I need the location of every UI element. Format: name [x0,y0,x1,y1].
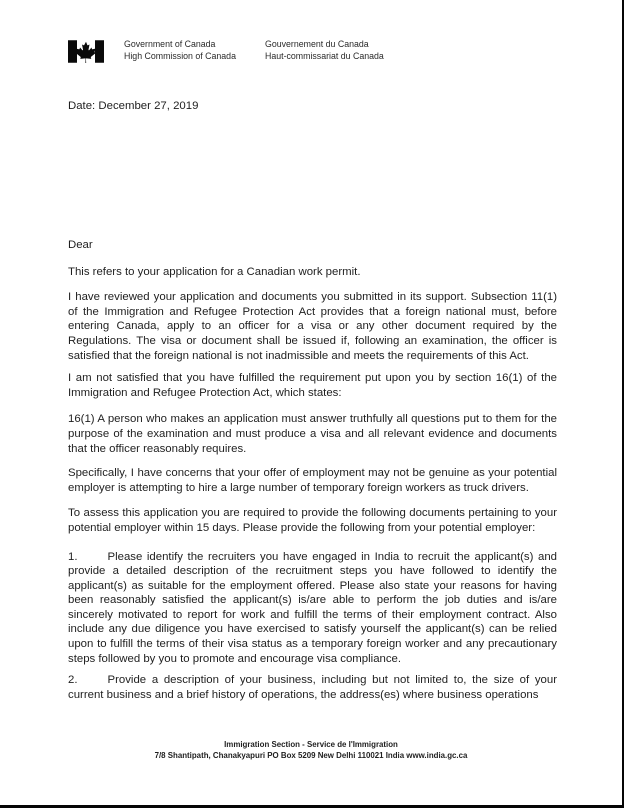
page-footer [0,739,622,761]
canada-flag-icon [68,40,104,63]
date-line: Date: December 27, 2019 [68,100,199,112]
footer-address-line: 7/8 Shantipath, Chanakyapuri PO Box 5209 New Delhi 110021 India www.india.gc.ca [154,751,468,760]
footer-section-line: Immigration Section - Service de l'Immigration [224,740,398,749]
item-1-number: 1. [68,550,78,563]
wordmark-french [265,39,384,62]
salutation: Dear [68,239,93,251]
wordmark-english [124,39,236,62]
item-1-text: Please identify the recruiters you have engaged in India to recruit the applicant(s) and provide a detailed description of the recruitment steps you have followed to identify the applicant(s) as suitable for the employment offered. Please also state your reasons for having been reasonably satisfied the applicant(s) is/are able to perform the job duties and is/are sincerely motivated to report for work and fulfill the terms of their employment contract. Also include any due diligence you have exercised to satisfy yourself the applicant(s) can be relied upon to fulfill the terms of their visa status as a temporary foreign worker and any precautionary steps followed by you to promote and encourage visa compliance. [68,550,557,665]
paragraph-not-satisfied: I am not satisfied that you have fulfilled the requirement put upon you by section 16(1) of the Immigration and Refugee Protection Act, which states: [68,372,557,399]
paragraph-concerns: Specifically, I have concerns that your offer of employment may not be genuine as your potential employer is attempting to hire a large number of temporary foreign workers as truck drivers. [68,467,557,494]
numbered-item-1 [68,550,557,667]
wordmark-fr-line1: Gouvernement du Canada [265,39,369,49]
numbered-item-2 [68,673,557,702]
wordmark-fr-line2: Haut-commissariat du Canada [265,50,384,61]
paragraph-section-16-1: 16(1) A person who makes an application must answer truthfully all questions put to them for the purpose of the examination and must produce a visa and all relevant evidence and documents that the officer reasonably requires. [68,413,557,455]
item-2-number: 2. [68,674,78,687]
paragraph-subsection-11-1: I have reviewed your application and documents you submitted in its support. Subsection 11(1) of the Immigration and Refugee Protection Act provides that a foreign national must, before entering Canada, apply to an officer for a visa or any other document required by the Regulations. The visa or document shall be issued if, following an examination, the officer is satisfied that the foreign national is not inadmissible and meets the requirements of this Act. [68,291,557,362]
paragraph-assessment-request: To assess this application you are required to provide the following documents pertaining to your potential employer within 15 days. Please provide the following from your potential employer: [68,507,557,534]
paragraph-refers: This refers to your application for a Canadian work permit. [68,265,361,278]
item-2-text: Provide a description of your business, including but not limited to, the size of your current business and a brief history of operations, the address(es) where business operations [68,674,557,701]
letter-body [68,238,557,713]
wordmark-en-line1: Government of Canada [124,39,216,49]
wordmark-en-line2: High Commission of Canada [124,50,236,61]
